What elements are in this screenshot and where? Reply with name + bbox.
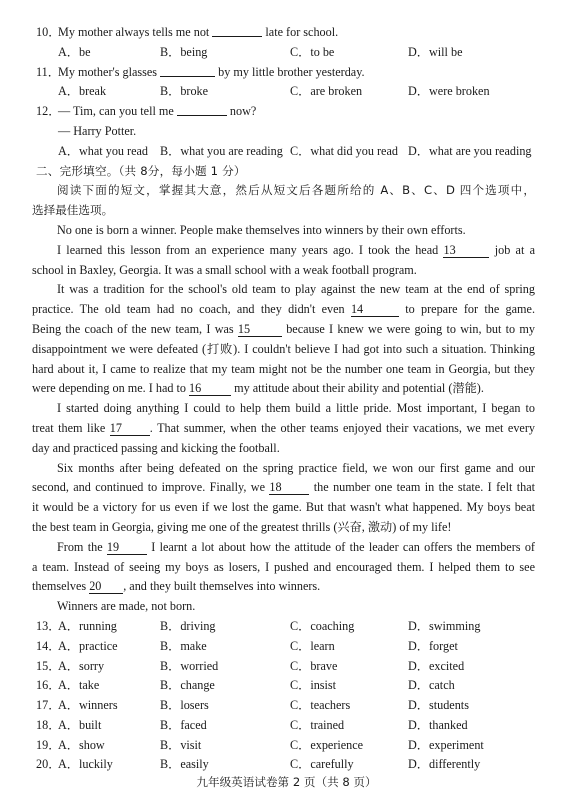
blank-14[interactable]: 14 <box>351 303 399 317</box>
blank-15[interactable]: 15 <box>238 323 282 337</box>
option-d[interactable]: D．students <box>408 698 469 713</box>
text: late for school. <box>262 25 339 39</box>
option-c[interactable]: C．what did you read <box>290 143 398 158</box>
options-row <box>0 716 573 736</box>
option-a[interactable]: A．built <box>58 717 102 732</box>
question-number: 13． <box>36 618 61 633</box>
top-margin <box>0 0 573 23</box>
options-row <box>0 696 573 716</box>
option-d[interactable]: D．experiment <box>408 737 484 752</box>
options-row <box>0 617 573 637</box>
dialogue-reply: — Harry Potter. <box>58 123 137 138</box>
text: From the <box>57 539 107 554</box>
text: My mother always tells me not <box>58 25 213 39</box>
option-b[interactable]: B．easily <box>160 757 209 772</box>
option-c[interactable]: C．carefully <box>290 757 354 772</box>
option-d[interactable]: D．excited <box>408 658 465 673</box>
question-number: 17． <box>36 698 61 713</box>
text: by my little brother yesterday. <box>215 64 365 79</box>
text: , and they built themselves into winners. <box>123 579 321 594</box>
options-row <box>0 43 573 63</box>
option-b[interactable]: B．change <box>160 678 215 693</box>
question-number: 11． <box>36 64 60 79</box>
passage-line: it would be a victory for us even if we lost the game. But that wasn't what happened. My boys beat <box>32 500 535 515</box>
option-a[interactable]: A．break <box>58 84 107 99</box>
blank-16[interactable]: 16 <box>189 382 231 396</box>
option-a[interactable]: A．be <box>58 44 91 59</box>
question-text <box>58 63 365 83</box>
option-a[interactable]: A．what you read <box>58 143 149 158</box>
passage-line <box>0 478 573 498</box>
question-stem <box>0 63 573 83</box>
passage-line: No one is born a winner. People make themselves into winners by their own efforts. <box>57 222 466 237</box>
option-c[interactable]: C．trained <box>290 717 345 732</box>
passage-line: hard about it, I came to realize that my team might not be the number one team in Georgia, but they <box>32 361 535 376</box>
blank-19[interactable]: 19 <box>107 541 147 555</box>
question-number: 16． <box>36 678 61 693</box>
options-row <box>0 142 573 162</box>
text: my attitude about their ability and potential (潜能). <box>231 381 484 396</box>
option-a[interactable]: A．winners <box>58 698 118 713</box>
text: job at a <box>489 242 535 257</box>
question-text <box>58 23 338 43</box>
option-b[interactable]: B．faced <box>160 717 207 732</box>
answer-blank[interactable] <box>160 64 215 77</box>
option-a[interactable]: A．practice <box>58 638 118 653</box>
option-d[interactable]: D．what are you reading <box>408 143 532 158</box>
option-b[interactable]: B．broke <box>160 84 209 99</box>
question-number: 15． <box>36 658 61 673</box>
question-number: 12． <box>36 104 61 119</box>
text: I learnt a lot about how the attitude of the leader can offers the members of <box>146 539 535 554</box>
option-a[interactable]: A．sorry <box>58 658 105 673</box>
option-b[interactable]: B．losers <box>160 698 209 713</box>
option-a[interactable]: A．luckily <box>58 757 113 772</box>
blank-20[interactable]: 20 <box>89 580 123 594</box>
section-title: 二、完形填空。（共 8分，每小题 1 分） <box>36 163 246 178</box>
question-number: 20． <box>36 757 61 772</box>
option-b[interactable]: B．make <box>160 638 207 653</box>
option-a[interactable]: A．running <box>58 618 117 633</box>
option-c[interactable]: C．experience <box>290 737 364 752</box>
option-b[interactable]: B．worried <box>160 658 219 673</box>
passage-line <box>0 577 573 597</box>
option-d[interactable]: D．were broken <box>408 84 490 99</box>
blank-13[interactable]: 13 <box>443 244 489 258</box>
blank-18[interactable]: 18 <box>269 481 309 495</box>
passage-line: It was a tradition for the school's old team to play against the new team at the end of spring <box>57 282 535 297</box>
question-number: 19． <box>36 737 61 752</box>
cloze-options-block <box>0 617 573 775</box>
passage-line: disappointment we were defeated (打败). I couldn't believe I had got into such a situation. Thinking <box>32 341 535 356</box>
text: I learned this lesson from an experience many years ago. I took the head <box>57 242 444 257</box>
text: — Tim, can you tell me <box>58 104 177 119</box>
question-number: 18． <box>36 717 61 732</box>
question-stem <box>0 23 573 43</box>
option-a[interactable]: A．show <box>58 737 105 752</box>
passage-line: day and practiced passing and kicking the football. <box>32 440 280 455</box>
text: practice. The old team had no coach, and they didn't even <box>32 302 351 317</box>
option-c[interactable]: C．coaching <box>290 618 355 633</box>
option-c[interactable]: C．insist <box>290 678 337 693</box>
text: Being the coach of the new team, I was <box>32 321 238 336</box>
option-c[interactable]: C．teachers <box>290 698 351 713</box>
passage <box>0 221 573 617</box>
text: . That summer, when the other teams enjoyed their vacations, we met every <box>149 420 535 435</box>
text: because I knew we were going to win, but to my <box>281 321 535 336</box>
text: now? <box>226 104 257 119</box>
passage-line: school in Baxley, Georgia. It was a small school with a weak football program. <box>32 262 417 277</box>
option-b[interactable]: B．visit <box>160 737 202 752</box>
text: treat them like <box>32 420 110 435</box>
text: the number one team in the state. I felt that <box>309 480 535 495</box>
multiple-choice-block <box>0 23 573 162</box>
option-c[interactable]: C．learn <box>290 638 335 653</box>
passage-line <box>0 538 573 558</box>
option-b[interactable]: B．what you are reading <box>160 143 283 158</box>
passage-line: Winners are made, not born. <box>57 599 196 614</box>
options-row <box>0 676 573 696</box>
question-number: 10． <box>36 25 61 39</box>
passage-line <box>0 419 573 439</box>
passage-line <box>0 300 573 320</box>
option-c[interactable]: C．are broken <box>290 84 363 99</box>
option-b[interactable]: B．driving <box>160 618 216 633</box>
passage-line <box>0 320 573 340</box>
option-b[interactable]: B．being <box>160 44 208 59</box>
option-d[interactable]: D．catch <box>408 678 455 693</box>
question-text <box>58 102 256 122</box>
options-row <box>0 637 573 657</box>
answer-blank[interactable] <box>212 24 262 37</box>
option-d[interactable]: D．swimming <box>408 618 481 633</box>
options-row <box>0 82 573 102</box>
passage-line <box>0 241 573 261</box>
option-a[interactable]: A．take <box>58 678 100 693</box>
page-footer: 九年级英语试卷第 2 页（共 8 页） <box>196 775 377 789</box>
passage-line <box>0 379 573 399</box>
option-c[interactable]: C．brave <box>290 658 338 673</box>
text: second, and continued to improve. Finally, we <box>32 480 270 495</box>
section-instruction-line-1: 阅读下面的短文，掌握其大意，然后从短文后各题所给的 A、B、C、D 四个选项中， <box>57 183 535 198</box>
text: were depending on me. I had to <box>32 381 190 396</box>
option-d[interactable]: D．differently <box>408 757 481 772</box>
blank-17[interactable]: 17 <box>110 422 150 436</box>
options-row <box>0 657 573 677</box>
options-row <box>0 736 573 756</box>
passage-line: Six months after being defeated on the spring practice field, we won our first game and our <box>57 460 535 475</box>
option-c[interactable]: C．to be <box>290 44 335 59</box>
text: themselves <box>32 579 90 594</box>
text: My mother's glasses <box>58 64 161 79</box>
passage-line: the best team in Georgia, giving me one of the greatest thrills (兴奋, 激动) of my life! <box>32 519 452 534</box>
passage-line: I started doing anything I could to help them build a little pride. Most important, I began to <box>57 401 535 416</box>
question-stem <box>0 102 573 122</box>
section-instruction-line-2: 选择最佳选项。 <box>32 203 114 218</box>
passage-line: a team. Instead of seeing my boys as losers, I pushed and encouraged them. I helped them to see <box>32 559 535 574</box>
option-d[interactable]: D．forget <box>408 638 458 653</box>
text: to prepare for the game. <box>398 302 535 317</box>
answer-blank[interactable] <box>177 103 227 116</box>
option-d[interactable]: D．will be <box>408 44 463 59</box>
question-number: 14． <box>36 638 61 653</box>
option-d[interactable]: D．thanked <box>408 717 468 732</box>
